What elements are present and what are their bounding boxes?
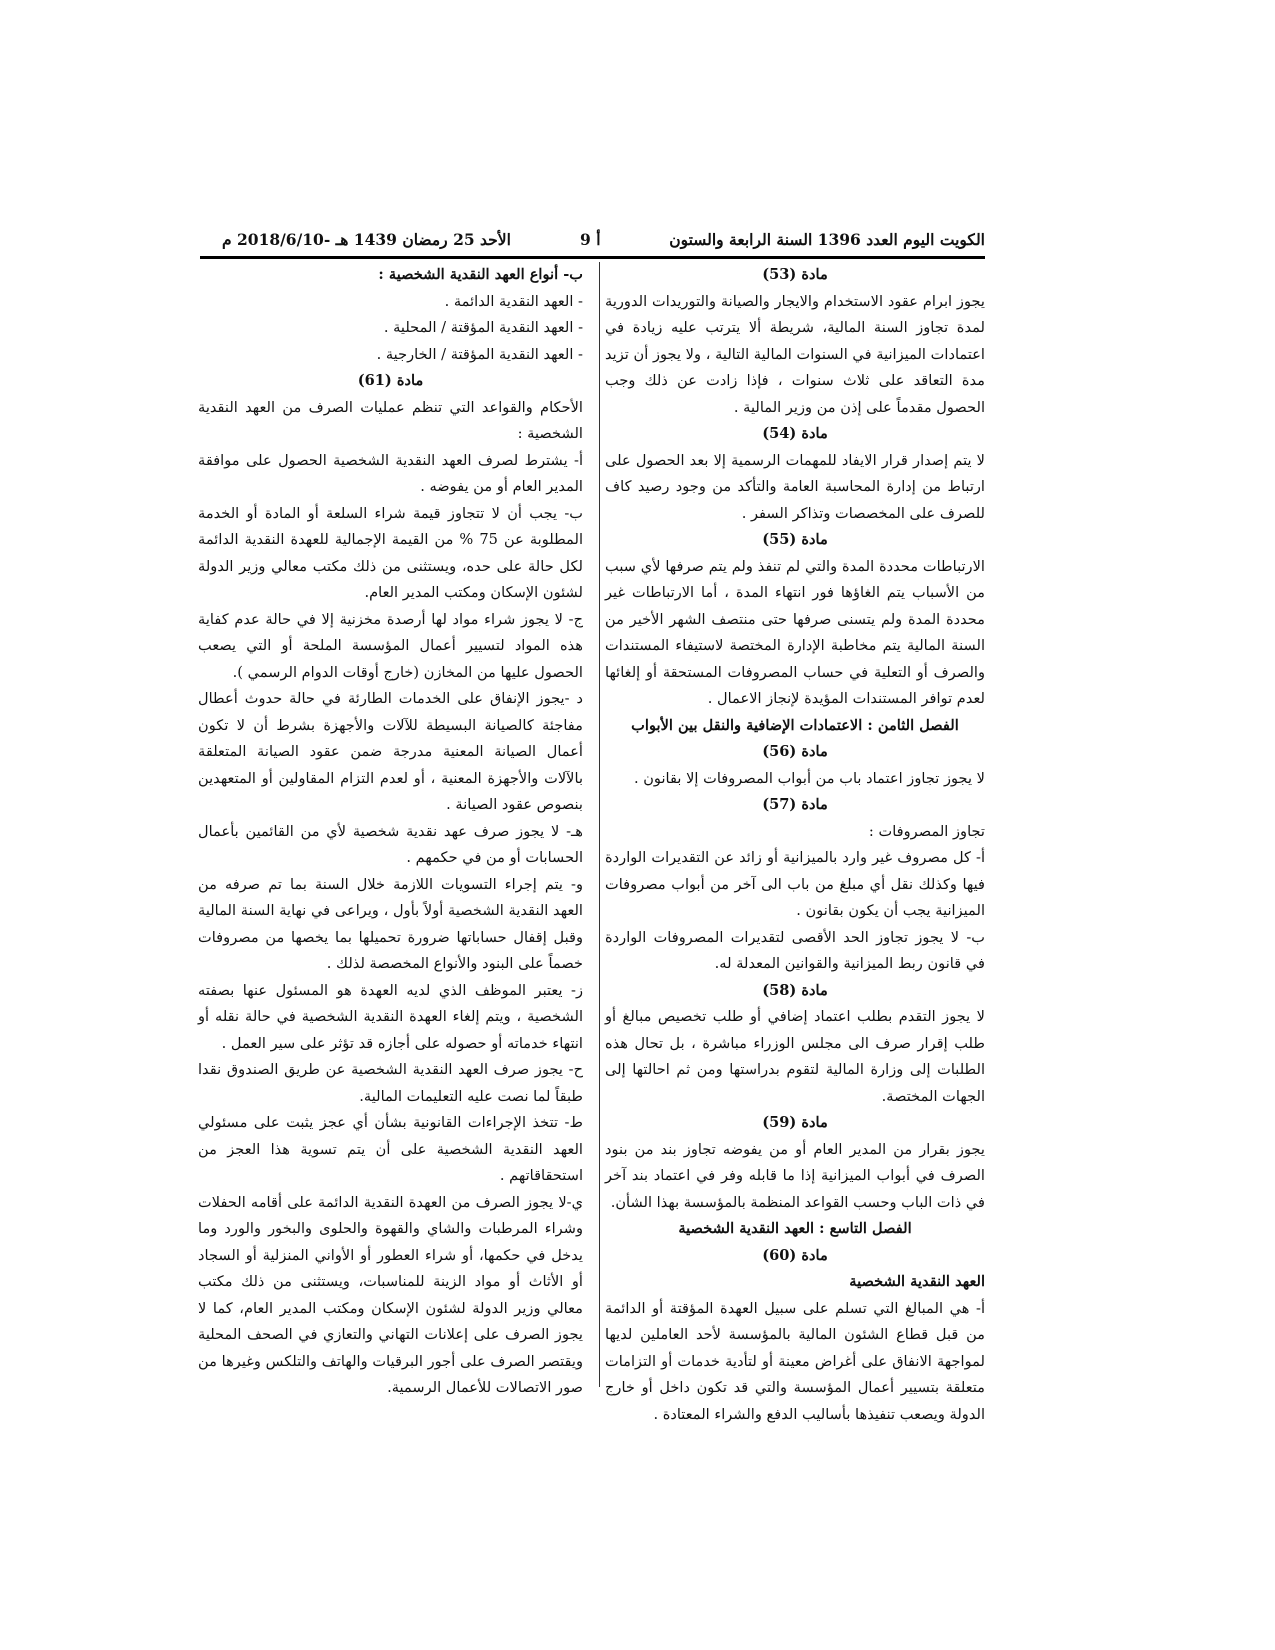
left_column-para: أ- يشترط لصرف العهد النقدية الشخصية الحصول على موافقة المدير العام أو من يفوضه . [198,451,583,495]
right_column-article: مادة (60) [762,1246,828,1264]
right_column-article: مادة (57) [762,796,828,813]
right_column-para: أ- كل مصروف غير وارد بالميزانية أو زائد عن التقديرات الواردة فيها وكذلك نقل أي مبلغ من باب الى آخر من أبواب مصروفات الميزانية يجب أن يكون بقانون . [605,849,985,919]
right_column-para: يجوز بقرار من المدير العام أو من يفوضه تجاوز بند من بنود الصرف في أبواب الميزانية إذا ما قابله وفر في اعتماد بند آخر في ذات الباب وحسب القواعد المنظمة بالمؤسسة بهذا الشأن. [605,1140,985,1211]
left_column-para: ح- يجوز صرف العهد النقدية الشخصية عن طريق الصندوق نقدا طبقاً لما نصت عليه التعليمات المالية. [198,1061,583,1105]
left_column-para: ط- تتخذ الإجراءات القانونية بشأن أي عجز يثبت على مسئولي العهد النقدية الشخصية على أن يتم تسوية هذا العجز من استحقاقاتهم . [198,1114,583,1184]
right_column-chapter: الفصل الثامن : الاعتمادات الإضافية والنقل بين الأبواب [631,716,959,734]
header-page-number: أ 9 [580,230,601,249]
right_column-para: أ- هي المبالغ التي تسلم على سبيل العهدة المؤقتة أو الدائمة من قبل قطاع الشئون المالية بالمؤسسة لأحد العاملين لديها لمواجهة الانفاق على أغراض معينة أو لتأدية خدمات أو التزامات متعلقة بتسيير أعمال المؤسسة والتي قد تكون داخل أو خارج الدولة ويصعب تنفيذها بأساليب الدفع والشراء المعتادة . [605,1299,985,1423]
left_column-para: الأحكام والقواعد التي تنظم عمليات الصرف من العهد النقدية الشخصية : [198,398,583,442]
right_column-article: مادة (56) [762,743,828,760]
left_column-para: - العهد النقدية الدائمة . [444,292,583,310]
left-column [198,262,583,1402]
right_column-article: مادة (55) [762,531,828,548]
right-column [605,262,985,1428]
header-date: الأحد 25 رمضان 1439 هـ -2018/6/10 م [222,230,511,249]
right_column-para: لا يجوز التقدم بطلب اعتماد إضافي أو طلب تخصيص مبالغ أو طلب إقرار صرف الى مجلس الوزراء مباشرة ، بل تحال هذه الطلبات إلى وزارة المالية لتقوم بدراستها ومن ثم احالتها إلى الجهات المختصة. [605,1008,985,1105]
column-divider [599,262,600,1387]
right_column-sub: العهد النقدية الشخصية [849,1273,985,1290]
right_column-article: مادة (53) [762,266,828,283]
right_column-chapter: الفصل التاسع : العهد النقدية الشخصية [678,1220,912,1237]
left_column-article: مادة (61) [357,372,424,389]
left_column-para: د -يجوز الإنفاق على الخدمات الطارئة في حالة حدوث أعطال مفاجئة كالصيانة البسيطة للآلات والأجهزة بشرط أن لا تكون أعمال الصيانة المعنية مدرجة ضمن عقود الصيانة المتعلقة بالآلات والأجهزة المعنية ، أو لعدم التزام المقاولين أو المتعهدين بنصوص عقود الصيانة . [198,690,583,813]
right_column-article: مادة (54) [762,425,828,442]
left_column-para: هـ- لا يجوز صرف عهد نقدية شخصية لأي من القائمين بأعمال الحسابات أو من في حكمهم . [198,822,583,866]
left_column-para: ج- لا يجوز شراء مواد لها أرصدة مخزنية إلا في حالة عدم كفاية هذه المواد لتسيير أعمال المؤسسة الملحة أو التي يصعب الحصول عليها من المخازن (خارج أوقات الدوام الرسمي ). [198,610,583,681]
right_column-article: مادة (58) [762,981,828,999]
left_column-para: - العهد النقدية المؤقتة / الخارجية . [376,345,583,363]
left_column-para: و- يتم إجراء التسويات اللازمة خلال السنة بما تم صرفه من العهد النقدية الشخصية أولاً بأول ، ويراعى في نهاية السنة المالية وقبل إقفال حساباتها ضرورة تحميلها بما يخصها من مصروفات خصماً على البنود والأنواع المخصصة لذلك . [198,875,583,972]
left_column-para: ب- يجب أن لا تتجاوز قيمة شراء السلعة أو المادة أو الخدمة المطلوبة عن 75 % من القيمة الإجمالية للعهدة النقدية الدائمة لكل حالة على حده، ويستثنى من ذلك مكتب معالي وزير الدولة لشئون الإسكان ومكتب المدير العام. [198,504,583,601]
left_column-para: - العهد النقدية المؤقتة / المحلية . [383,319,583,336]
right_column-article: مادة (59) [762,1114,828,1131]
left_column-para: ز- يعتبر الموظف الذي لديه العهدة هو المسئول عنها بصفته الشخصية ، ويتم إلغاء العهدة النقدية الشخصية في حالة نقله أو انتهاء خدماته أو حصوله على أجازه قد تؤثر على سير العمل . [198,981,583,1052]
page-header [200,230,985,259]
left_column-sub: ب- أنواع العهد النقدية الشخصية : [378,266,583,283]
right_column-para: يجوز ابرام عقود الاستخدام والايجار والصيانة والتوريدات الدورية لمدة تجاوز السنة المالية، شريطة ألا يترتب عليه زيادة في اعتمادات الميزانية في السنوات المالية التالية ، ولا يجوز أن تزيد مدة التعاقد على ثلاث سنوات ، فإذا زادت عن ذلك وجب الحصول مقدماً على إذن من وزير المالية . [605,292,985,416]
header-issue: الكويت اليوم العدد 1396 السنة الرابعة والستون [669,230,985,249]
right_column-para: لا يجوز تجاوز اعتماد باب من أبواب المصروفات إلا بقانون . [633,769,985,787]
right_column-para: ب- لا يجوز تجاوز الحد الأقصى لتقديرات المصروفات الواردة في قانون ربط الميزانية والقوانين المعدلة له. [605,928,985,972]
right_column-para: تجاوز المصروفات : [868,822,985,840]
left_column-para: ي-لا يجوز الصرف من العهدة النقدية الدائمة على أقامه الحفلات وشراء المرطبات والشاي والقهوة والحلوى والبخور والورد وما يدخل في حكمها، أو شراء العطور أو الأواني المنزلية أو السجاد أو الأثاث أو مواد الزينة للمناسبات، ويستثنى من ذلك مكتب معالي وزير الدولة لشئون الإسكان ومكتب المدير العام، كما لا يجوز الصرف على إعلانات التهاني والتعازي في الصحف المحلية ويقتصر الصرف على أجور البرقيات والهاتف والتلكس وغيرها من صور الاتصالات للأعمال الرسمية. [198,1193,583,1396]
right_column-para: الارتباطات محددة المدة والتي لم تنفذ ولم يتم صرفها لأي سبب من الأسباب يتم الغاؤها فور انتهاء المدة ، أما الارتباطات غير محددة المدة ولم يتسنى صرفها حتى منتصف الشهر الأخير من السنة المالية يتم مخاطبة الإدارة المختصة لاستيفاء المستندات والصرف أو التعلية في حساب المصروفات المستحقة أو إلغائها لعدم توافر المستندات المؤيدة لإنجاز الاعمال . [605,557,985,707]
right_column-para: لا يتم إصدار قرار الايفاد للمهمات الرسمية إلا بعد الحصول على ارتباط من إدارة المحاسبة العامة والتأكد من وجود رصيد كاف للصرف على المخصصات وتذاكر السفر . [605,451,985,522]
